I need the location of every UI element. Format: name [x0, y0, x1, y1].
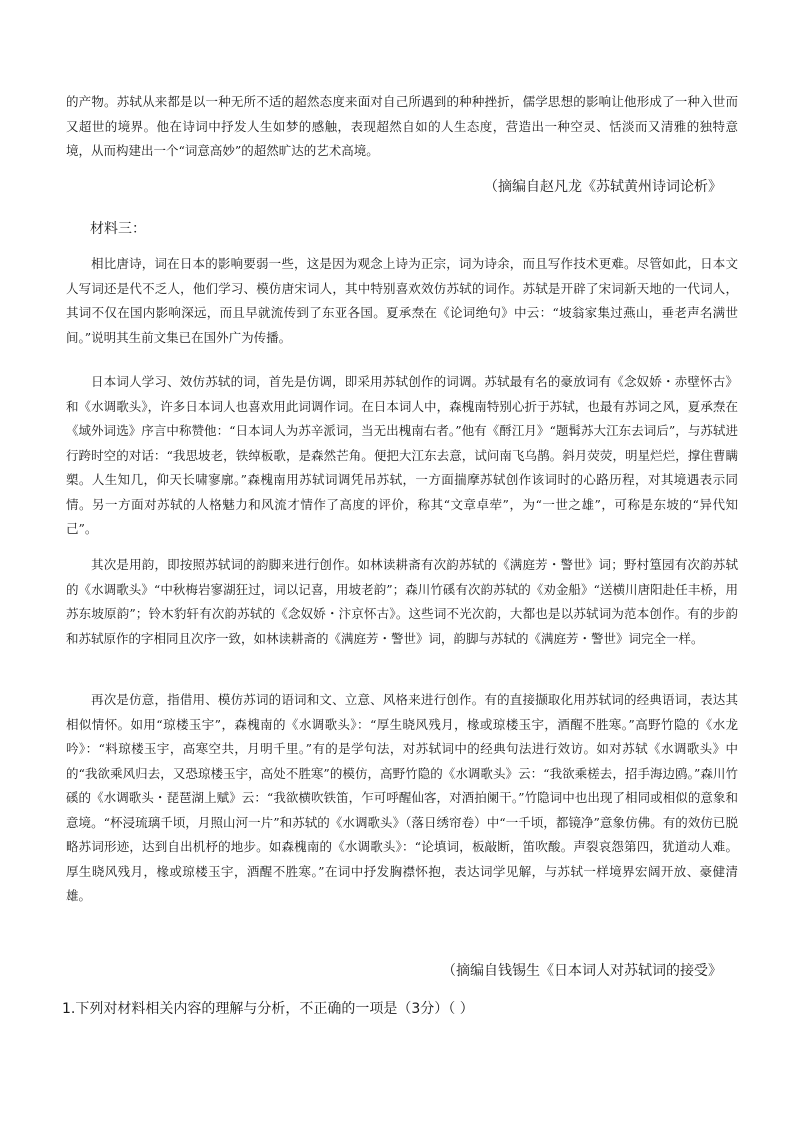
source-citation-1: （摘编自赵凡龙《苏轼黄州诗词论析》 [484, 179, 722, 195]
material-3-heading: 材料三： [90, 221, 146, 237]
intro-paragraph: 的产物。苏轼从来都是以一种无所不适的超然态度来面对自己所遇到的种种挫折，儒学思想的影响让他形成了一种入世而又超世的境界。他在诗词中抒发人生如梦的感触，表现超然自如的人生态度，营造出一种空灵、恬淡而又清雅的独特意境，从而构建出一个“词意高妙”的超然旷达的艺术高境。 [66, 94, 738, 158]
question-1: 1.下列对材料相关内容的理解与分析，不正确的一项是（3分）（ ） [62, 1001, 474, 1017]
source-citation-2: （摘编自钱锡生《日本词人对苏轼词的接受》 [442, 963, 722, 979]
paragraph-3: 其次是用韵，即按照苏轼词的韵脚来进行创作。如林读耕斋有次韵苏轼的《满庭芳・警世》词；野村篁园有次韵苏轼的《水调歌头》“中秋梅岩寥湖狂过，词以记喜，用坡老韵”；森川竹磎有次韵苏轼的《劝金船》“送横川唐阳赴任丰桥，用苏东坡原韵”；铃木豹轩有次韵苏轼的《念奴娇・汴京怀古》。这些词不光次韵，大都也是以苏轼词为范本创作。有的步韵和苏轼原作的字相同且次序一致，如林读耕斋的《满庭芳・警世》词，韵脚与苏轼的《满庭芳・警世》词完全一样。 [66, 557, 738, 646]
paragraph-2: 日本词人学习、效仿苏轼的词，首先是仿调，即采用苏轼创作的词调。苏轼最有名的豪放词有《念奴娇・赤壁怀古》和《水调歌头》，许多日本词人也喜欢用此词调作词。在日本词人中，森槐南特别心折于苏轼，也最有苏词之风，夏承焘在《域外词选》序言中称赞他：“日本词人为苏辛派词，当无出槐南右者。”他有《酹江月》“题髯苏大江东去词后”，与苏轼进行跨时空的对话：“我思坡老，铁绰板歌，是森然芒角。便把大江东去意，试问南飞乌鹊。斜月荧荧，明星烂烂，撑住曹瞒槊。人生知几，仰天长啸寥廓。”森槐南用苏轼词调凭吊苏轼，一方面揣摩苏轼创作该词时的心路历程，对其境遇表示同情。另一方面对苏轼的人格魅力和风流才情作了高度的评价，称其“文章卓荦”，为“一世之雄”，可称是东坡的“异代知己”。 [66, 374, 738, 536]
paragraph-1: 相比唐诗，词在日本的影响要弱一些，这是因为观念上诗为正宗，词为诗余，而且写作技术更难。尽管如此，日本文人写词还是代不乏人，他们学习、模仿唐宋词人，其中特别喜欢效仿苏轼的词作。苏轼是开辟了宋词新天地的一代词人，其词不仅在国内影响深远，而且早就流传到了东亚各国。夏承焘在《论词绝句》中云：“坡翁家集过燕山，垂老声名满世间。”说明其生前文集已在国外广为传播。 [66, 256, 738, 345]
paragraph-4: 再次是仿意，指借用、模仿苏词的语词和文、立意、风格来进行创作。有的直接撷取化用苏轼词的经典语词，表达其相似情怀。如用“琼楼玉宇”，森槐南的《水调歌头》：“厚生晓风残月，椽或琼楼玉宇，酒醒不胜寒。”高野竹隐的《水龙吟》：“料琼楼玉宇，高寒空共，月明千里。”有的是学句法，对苏轼词中的经典句法进行效访。如对苏轼《水调歌头》中的“我欲乘风归去，又恐琼楼玉宇，高处不胜寒”的模仿，高野竹隐的《水调歌头》云：“我欲乘槎去，招手海边鸥。”森川竹磎的《水调歌头・琵琶湖上赋》云：“我欲横吹铁笛，乍可呼醒仙客，对酒拍阑干。”竹隐词中也出现了相同或相似的意象和意境。“杯浸琉璃千顷，月照山河一片”和苏轼的《水调歌头》（落日绣帘卷）中“一千顷，都镜净”意象仿佛。有的效仿已脱略苏词形迹，达到自出机杼的地步。如森槐南的《水调歌头》：“论填词，板敲断，笛吹酸。声裂哀怨第四，犹道动人难。厚生晓风残月，椽或琼楼玉宇，酒醒不胜寒。”在词中抒发胸襟怀抱，表达词学见解，与苏轼一样境界宏阔开放、豪健清雄。 [66, 692, 738, 903]
